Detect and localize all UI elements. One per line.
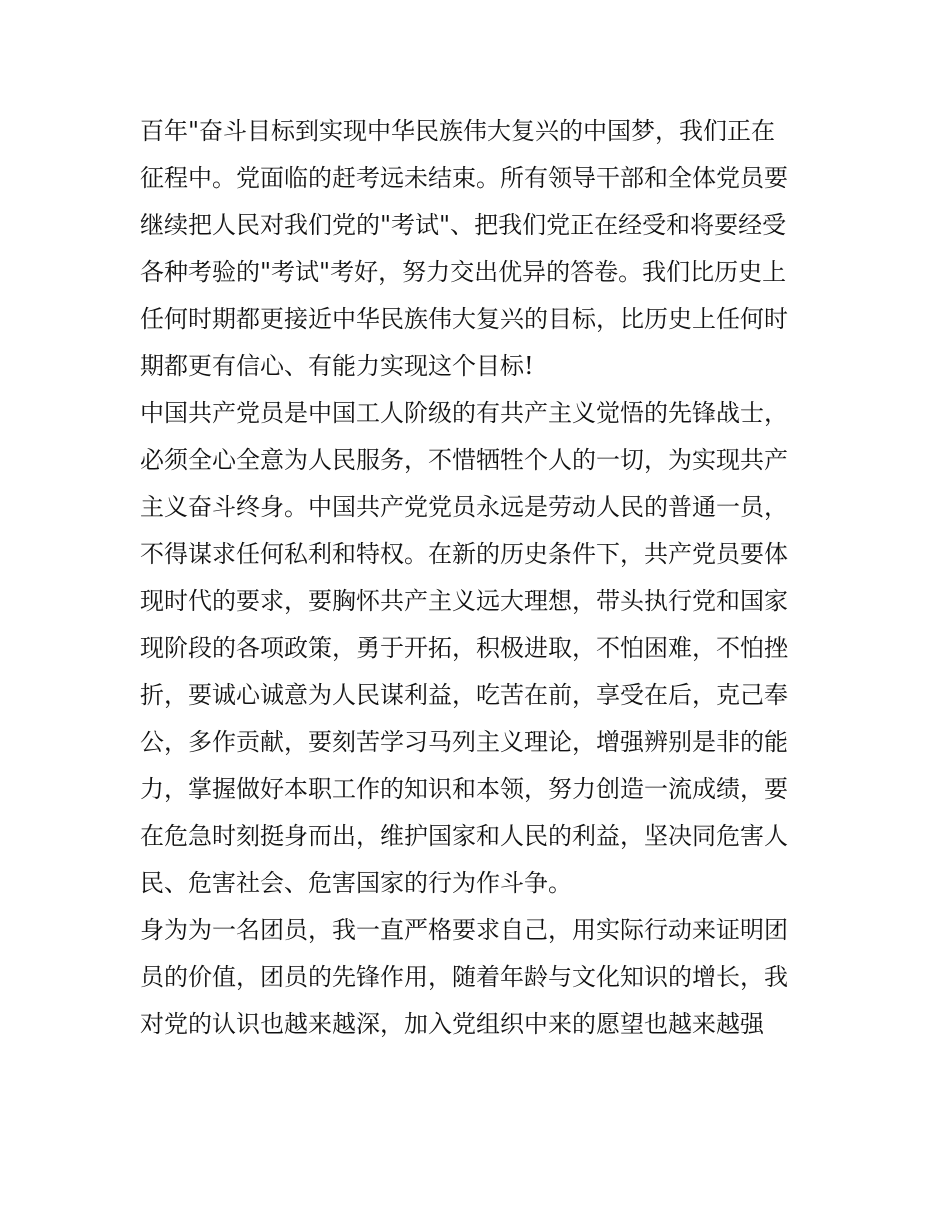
text-line: 中国共产党员是中国工人阶级的有共产主义觉悟的先锋战士， bbox=[140, 399, 788, 427]
text-line: 继续把人民对我们党的"考试"、把我们党正在经受和将要经受 bbox=[140, 211, 787, 239]
text-line: 百年"奋斗目标到实现中华民族伟大复兴的中国梦，我们正在 bbox=[140, 117, 776, 145]
text-line: 身为为一名团员，我一直严格要求自己，用实际行动来证明团 bbox=[140, 916, 788, 944]
text-line: 力，掌握做好本职工作的知识和本领，努力创造一流成绩，要 bbox=[140, 775, 788, 803]
text-line: 民、危害社会、危害国家的行为作斗争。 bbox=[140, 869, 572, 897]
text-line: 必须全心全意为人民服务，不惜牺牲个人的一切，为实现共产 bbox=[140, 446, 788, 474]
text-line: 任何时期都更接近中华民族伟大复兴的目标，比历史上任何时 bbox=[140, 305, 788, 333]
text-line: 征程中。党面临的赶考远未结束。所有领导干部和全体党员要 bbox=[140, 164, 788, 192]
text-line: 在危急时刻挺身而出，维护国家和人民的利益，坚决同危害人 bbox=[140, 822, 788, 850]
text-line: 现阶段的各项政策，勇于开拓，积极进取，不怕困难，不怕挫 bbox=[140, 634, 788, 662]
text-line: 各种考验的"考试"考好，努力交出优异的答卷。我们比历史上 bbox=[140, 258, 787, 286]
text-line: 对党的认识也越来越深，加入党组织中来的愿望也越来越强 bbox=[140, 1010, 764, 1038]
text-line: 折，要诚心诚意为人民谋利益，吃苦在前，享受在后，克己奉 bbox=[140, 681, 788, 709]
text-line: 不得谋求任何私利和特权。在新的历史条件下，共产党员要体 bbox=[140, 540, 788, 568]
body-text bbox=[140, 108, 820, 1048]
text-line: 公，多作贡献，要刻苦学习马列主义理论，增强辨别是非的能 bbox=[140, 728, 788, 756]
text-line: 现时代的要求，要胸怀共产主义远大理想，带头执行党和国家 bbox=[140, 587, 788, 615]
text-line: 员的价值，团员的先锋作用，随着年龄与文化知识的增长，我 bbox=[140, 963, 788, 991]
text-line: 主义奋斗终身。中国共产党党员永远是劳动人民的普通一员， bbox=[140, 493, 788, 521]
text-line: 期都更有信心、有能力实现这个目标! bbox=[140, 352, 534, 380]
